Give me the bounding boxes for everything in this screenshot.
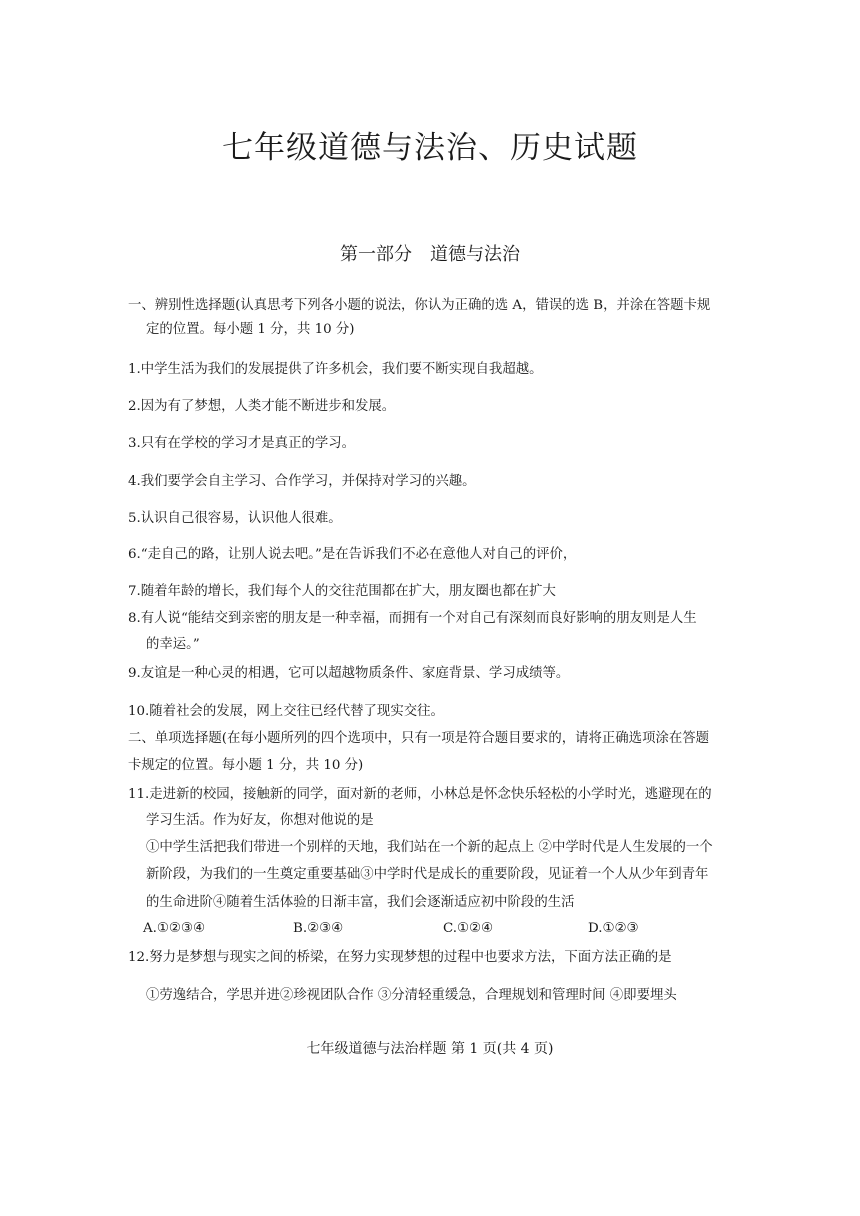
page-footer: 七年级道德与法治样题 第 1 页(共 4 页)	[306, 1041, 554, 1057]
question-item: 6.“走自己的路，让别人说去吧。”是在告诉我们不必在意他人对自己的评价，	[128, 547, 577, 562]
question-11-statements: 新阶段，为我们的一生奠定重要基础③中学时代是成长的重要阶段，见证着一个人从少年到青年	[146, 867, 709, 882]
choice-d: D.①②③	[588, 921, 639, 936]
question-11-statements: 的生命进阶④随着生活体验的日渐丰富，我们会逐渐适应初中阶段的生活	[146, 895, 575, 910]
question-item-cont: 的幸运。”	[146, 637, 200, 652]
choice-b: B.②③④	[293, 921, 344, 936]
question-item: 5.认识自己很容易，认识他人很难。	[128, 511, 342, 526]
exam-title: 七年级道德与法治、历史试题	[222, 130, 638, 166]
question-11-statements: ①中学生活把我们带进一个别样的天地，我们站在一个新的起点上 ②中学时代是人生发展的一个	[146, 840, 713, 855]
question-item: 4.我们要学会自主学习、合作学习，并保持对学习的兴趣。	[128, 474, 476, 489]
question-item: 9.友谊是一种心灵的相遇，它可以超越物质条件、家庭背景、学习成绩等。	[128, 666, 570, 681]
part-title: 第一部分 道德与法治	[340, 244, 520, 265]
question-item: 7.随着年龄的增长，我们每个人的交往范围都在扩大，朋友圈也都在扩大	[128, 584, 556, 599]
section1-instruction-cont: 定的位置。每小题 1 分，共 10 分)	[146, 322, 355, 337]
section2-instruction: 二、单项选择题(在每小题所列的四个选项中，只有一项是符合题目要求的，请将正确选项涂在答题	[128, 731, 710, 746]
question-11-stem-cont: 学习生活。作为好友，你想对他说的是	[146, 813, 374, 828]
question-item: 10.随着社会的发展，网上交往已经代替了现实交往。	[128, 704, 444, 719]
question-item: 3.只有在学校的学习才是真正的学习。	[128, 436, 356, 451]
section1-instruction: 一、辨别性选择题(认真思考下列各小题的说法，你认为正确的选 A，错误的选 B，并涂在答题卡规	[128, 298, 711, 313]
section2-instruction-cont: 卡规定的位置。每小题 1 分，共 10 分)	[128, 758, 364, 773]
question-item: 2.因为有了梦想，人类才能不断进步和发展。	[128, 399, 396, 414]
question-12-stem: 12.努力是梦想与现实之间的桥梁，在努力实现梦想的过程中也要求方法，下面方法正确的是	[128, 950, 672, 965]
question-item: 1.中学生活为我们的发展提供了许多机会，我们要不断实现自我超越。	[128, 362, 543, 377]
choice-a: A.①②③④	[143, 921, 205, 936]
question-12-statements: ①劳逸结合，学思并进②珍视团队合作 ③分清轻重缓急，合理规划和管理时间 ④即要埋头	[146, 988, 677, 1003]
question-11-stem: 11.走进新的校园，接触新的同学，面对新的老师，小林总是怀念快乐轻松的小学时光，逃避现在的	[128, 787, 712, 802]
choice-c: C.①②④	[443, 921, 494, 936]
question-item: 8.有人说“能结交到亲密的朋友是一种幸福，而拥有一个对自己有深刻而良好影响的朋友则是人生	[128, 611, 697, 626]
